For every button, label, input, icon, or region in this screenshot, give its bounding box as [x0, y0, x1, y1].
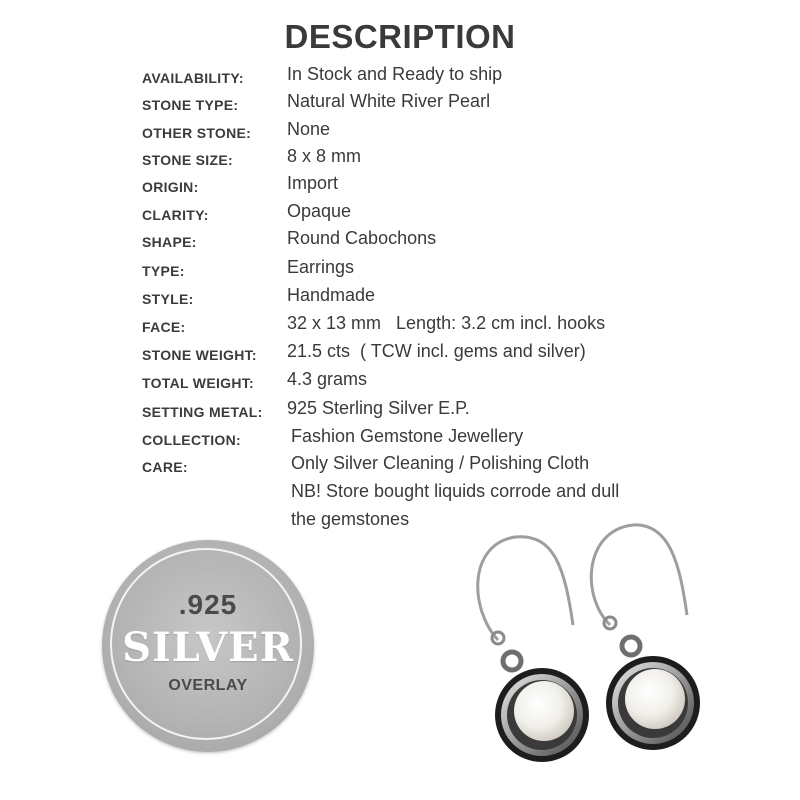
spec-value: Opaque — [287, 201, 352, 221]
spec-label: STYLE: — [142, 291, 194, 307]
spec-value: Earrings — [287, 257, 355, 277]
spec-row-total-weight — [0, 369, 800, 397]
spec-value: Handmade — [287, 285, 376, 305]
spec-label: CLARITY: — [142, 207, 209, 223]
spec-value: Natural White River Pearl — [287, 91, 491, 111]
spec-row-type — [0, 257, 800, 285]
spec-label: STONE TYPE: — [142, 97, 239, 113]
spec-value: In Stock and Ready to ship — [287, 64, 503, 84]
spec-row-origin — [0, 173, 800, 201]
spec-value: Round Cabochons — [287, 228, 437, 248]
pearl-earrings-image — [455, 515, 715, 785]
spec-value: Import — [287, 173, 339, 193]
spec-value: 4.3 grams — [287, 369, 368, 389]
spec-label: STONE WEIGHT: — [142, 347, 257, 363]
care-note-line: the gemstones — [291, 509, 410, 529]
left-bail — [503, 652, 521, 670]
spec-value: 32 x 13 mm Length: 3.2 cm incl. hooks — [287, 313, 606, 333]
spec-value: None — [287, 119, 331, 139]
spec-value: Fashion Gemstone Jewellery — [291, 426, 524, 446]
spec-label: ORIGIN: — [142, 179, 199, 195]
spec-value: 925 Sterling Silver E.P. — [287, 398, 470, 418]
page-title: DESCRIPTION — [284, 18, 516, 55]
spec-row-stone-type — [0, 91, 800, 119]
right-bail — [622, 637, 640, 655]
spec-row-care — [0, 453, 800, 481]
spec-row-collection — [0, 426, 800, 454]
spec-label: AVAILABILITY: — [142, 70, 244, 86]
spec-label: OTHER STONE: — [142, 125, 252, 141]
left-pearl — [514, 681, 574, 741]
spec-row-stone-weight — [0, 341, 800, 369]
spec-row-shape — [0, 228, 800, 256]
spec-row-style — [0, 285, 800, 313]
spec-label: TYPE: — [142, 263, 185, 279]
seal-purity: .925 — [178, 589, 238, 620]
spec-value: Only Silver Cleaning / Polishing Cloth — [291, 453, 590, 473]
spec-label: STONE SIZE: — [142, 152, 233, 168]
spec-row-stone-size — [0, 146, 800, 174]
spec-row-face — [0, 313, 800, 341]
left-earring — [478, 537, 589, 762]
spec-label: COLLECTION: — [142, 432, 241, 448]
spec-row-other-stone — [0, 119, 800, 147]
seal-metal: SILVER — [122, 624, 294, 671]
spec-label: SHAPE: — [142, 234, 197, 250]
spec-label: TOTAL WEIGHT: — [142, 375, 255, 391]
spec-row-setting-metal — [0, 398, 800, 426]
spec-label: FACE: — [142, 319, 186, 335]
spec-label: CARE: — [142, 459, 188, 475]
right-pearl — [625, 669, 685, 729]
right-hook — [591, 525, 687, 625]
care-note-line: NB! Store bought liquids corrode and dull — [291, 481, 620, 501]
left-hook — [478, 537, 573, 640]
silver-overlay-seal — [102, 540, 314, 752]
spec-value: 21.5 cts ( TCW incl. gems and silver) — [287, 341, 586, 361]
spec-value: 8 x 8 mm — [287, 146, 362, 166]
right-earring — [591, 525, 700, 750]
seal-finish: OVERLAY — [168, 677, 248, 694]
spec-label: SETTING METAL: — [142, 404, 263, 420]
spec-row-clarity — [0, 201, 800, 229]
spec-row-availability — [0, 64, 800, 92]
